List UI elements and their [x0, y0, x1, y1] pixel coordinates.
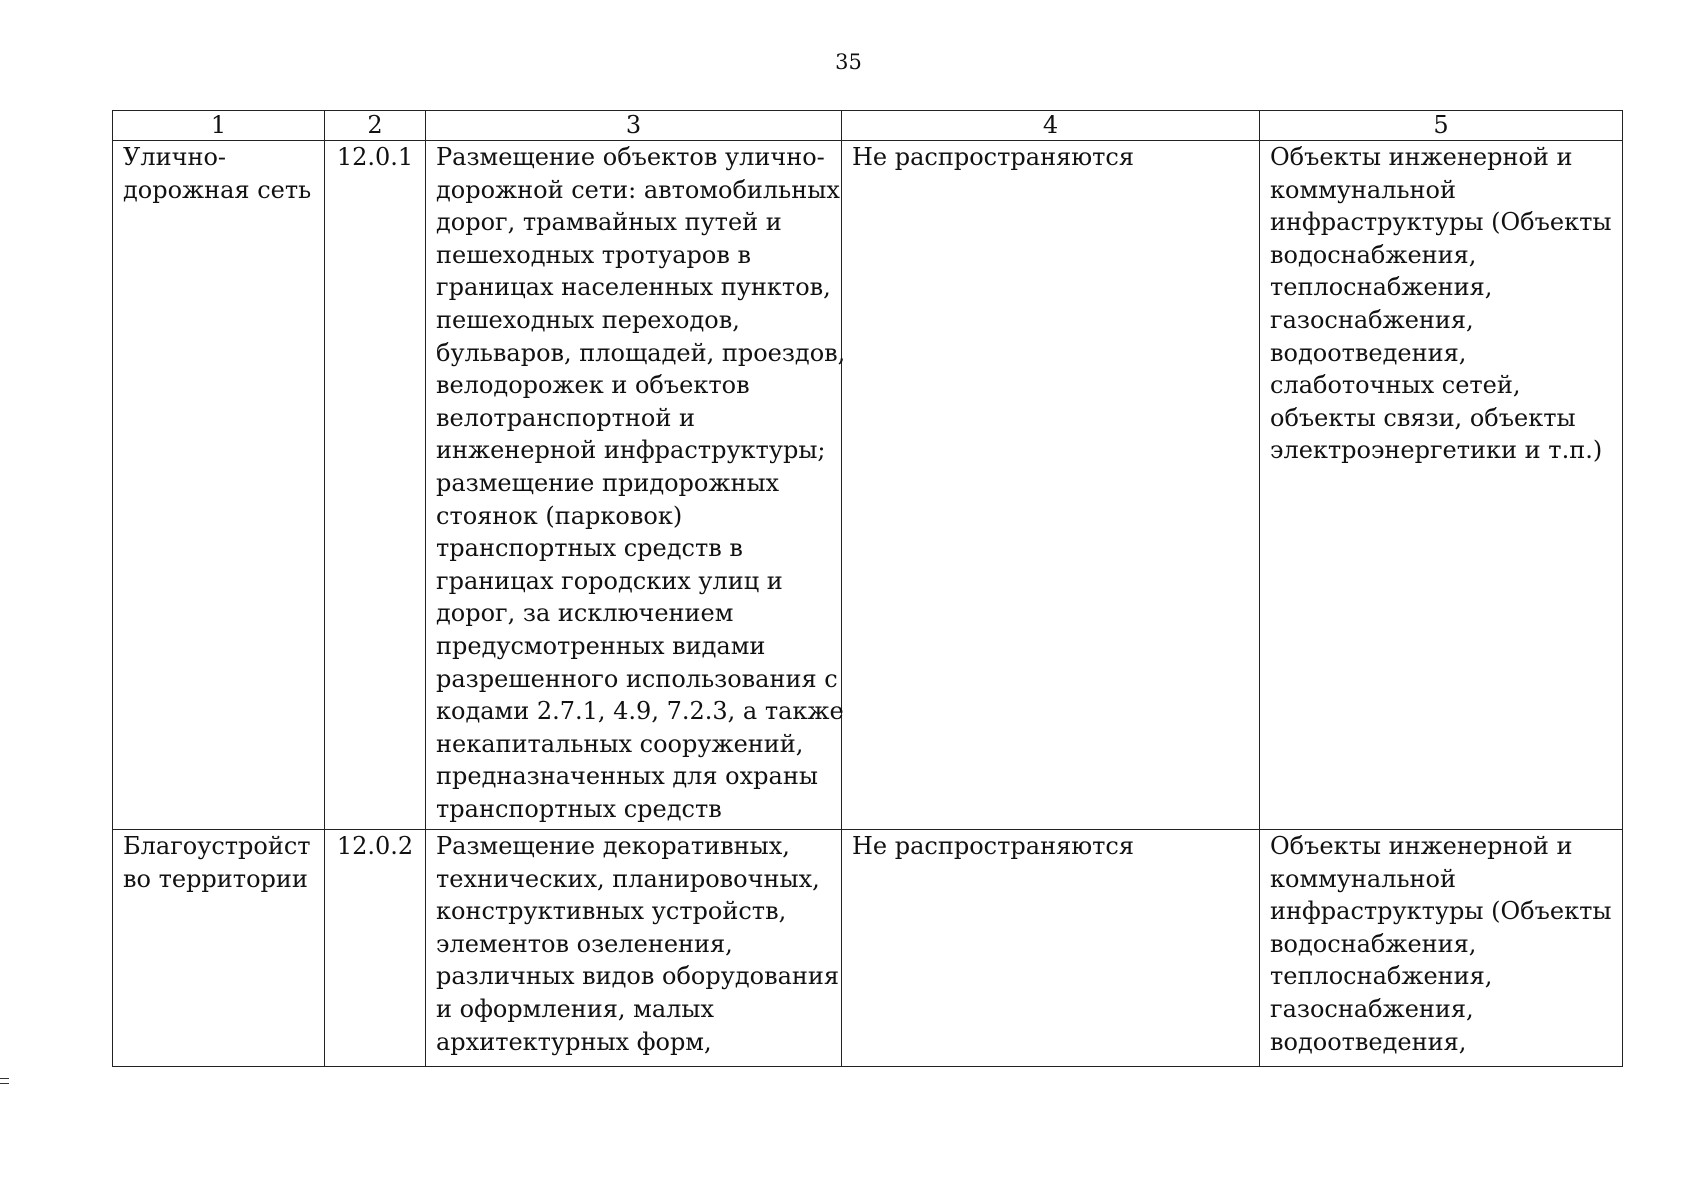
table-row [113, 830, 1623, 1067]
cell-text-line: Благоустройст [123, 832, 311, 860]
cell-text-line: газоснабжения, [1270, 305, 1474, 334]
cell-text-line: предназначенных для охраны [436, 762, 818, 791]
restrictions-cell [842, 830, 1260, 1067]
cell-text-line: пешеходных переходов, [436, 305, 740, 334]
permitted-objects-cell [1260, 830, 1623, 1067]
column-number-4: 4 [842, 111, 1260, 141]
cell-text-line: во территории [123, 864, 308, 893]
cell-text-line: водоснабжения, [1270, 240, 1477, 269]
cell-text-line: предусмотренных видами [436, 631, 766, 660]
use-name-cell [113, 830, 325, 1067]
column-number-3: 3 [426, 111, 842, 141]
cell-text-line: размещение придорожных [436, 468, 780, 497]
cell-text-line: водоотведения, [1270, 1027, 1467, 1056]
cell-text-line: коммунальной [1270, 175, 1456, 204]
use-code-cell: 12.0.1 [325, 141, 426, 830]
permitted-objects-cell [1260, 141, 1623, 830]
cell-text-line: дорожная сеть [123, 175, 312, 204]
cell-text-line: Улично- [123, 143, 227, 171]
cell-text-line: и оформления, малых [436, 994, 715, 1023]
cell-text-line: технических, планировочных, [436, 864, 820, 893]
page-number: 35 [835, 50, 862, 74]
cell-text-line: велотранспортной и [436, 403, 695, 432]
cell-text-line: транспортных средств в [436, 534, 743, 563]
cell-text-line: дорожной сети: автомобильных [436, 175, 840, 204]
cell-text-line: некапитальных сооружений, [436, 729, 804, 758]
column-number-1: 1 [113, 111, 325, 141]
cell-text-line: границах населенных пунктов, [436, 273, 831, 302]
cell-text-line: Размещение объектов улично- [436, 143, 825, 171]
cell-text-line: водоотведения, [1270, 338, 1467, 367]
permitted-use-table [112, 110, 1623, 1067]
table-header-row [113, 111, 1623, 141]
scan-edge-mark [0, 1078, 9, 1084]
cell-text-line: разрешенного использования с [436, 664, 838, 693]
cell-text-line: пешеходных тротуаров в [436, 240, 751, 269]
cell-text-line: Объекты инженерной и [1270, 832, 1573, 860]
restrictions-cell [842, 141, 1260, 830]
cell-text-line: различных видов оборудования [436, 962, 840, 991]
column-number-5: 5 [1260, 111, 1623, 141]
cell-text-line: инфраструктуры (Объекты [1270, 897, 1612, 926]
cell-text-line: Не распространяются [852, 832, 1134, 860]
cell-text-line: кодами 2.7.1, 4.9, 7.2.3, а также [436, 697, 844, 726]
cell-text-line: слаботочных сетей, [1270, 371, 1521, 400]
cell-text-line: водоснабжения, [1270, 929, 1477, 958]
cell-text-line: инженерной инфраструктуры; [436, 436, 826, 465]
cell-text-line: архитектурных форм, [436, 1027, 712, 1056]
cell-text-line: велодорожек и объектов [436, 371, 750, 400]
cell-text-line: Размещение декоративных, [436, 832, 790, 860]
use-name-cell [113, 141, 325, 830]
cell-text-line: дорог, трамвайных путей и [436, 208, 782, 237]
cell-text-line: теплоснабжения, [1270, 273, 1493, 302]
cell-text-line: газоснабжения, [1270, 994, 1474, 1023]
cell-text-line: элементов озеленения, [436, 929, 733, 958]
cell-text-line: дорог, за исключением [436, 599, 734, 628]
cell-text-line: электроэнергетики и т.п.) [1270, 436, 1603, 465]
cell-text-line: объекты связи, объекты [1270, 403, 1576, 432]
cell-text-line: Не распространяются [852, 143, 1134, 171]
cell-text-line: бульваров, площадей, проездов, [436, 338, 846, 367]
use-code-cell: 12.0.2 [325, 830, 426, 1067]
use-description-cell [426, 141, 846, 830]
cell-text-line: конструктивных устройств, [436, 897, 787, 926]
use-description-cell [426, 830, 842, 1067]
cell-text-line: коммунальной [1270, 864, 1456, 893]
table-row [113, 141, 1623, 830]
cell-text-line: стоянок (парковок) [436, 501, 683, 530]
cell-text-line: границах городских улиц и [436, 566, 783, 595]
cell-text-line: транспортных средств [436, 794, 722, 823]
column-number-2: 2 [325, 111, 426, 141]
cell-text-line: инфраструктуры (Объекты [1270, 208, 1612, 237]
cell-text-line: Объекты инженерной и [1270, 143, 1573, 171]
cell-text-line: теплоснабжения, [1270, 962, 1493, 991]
